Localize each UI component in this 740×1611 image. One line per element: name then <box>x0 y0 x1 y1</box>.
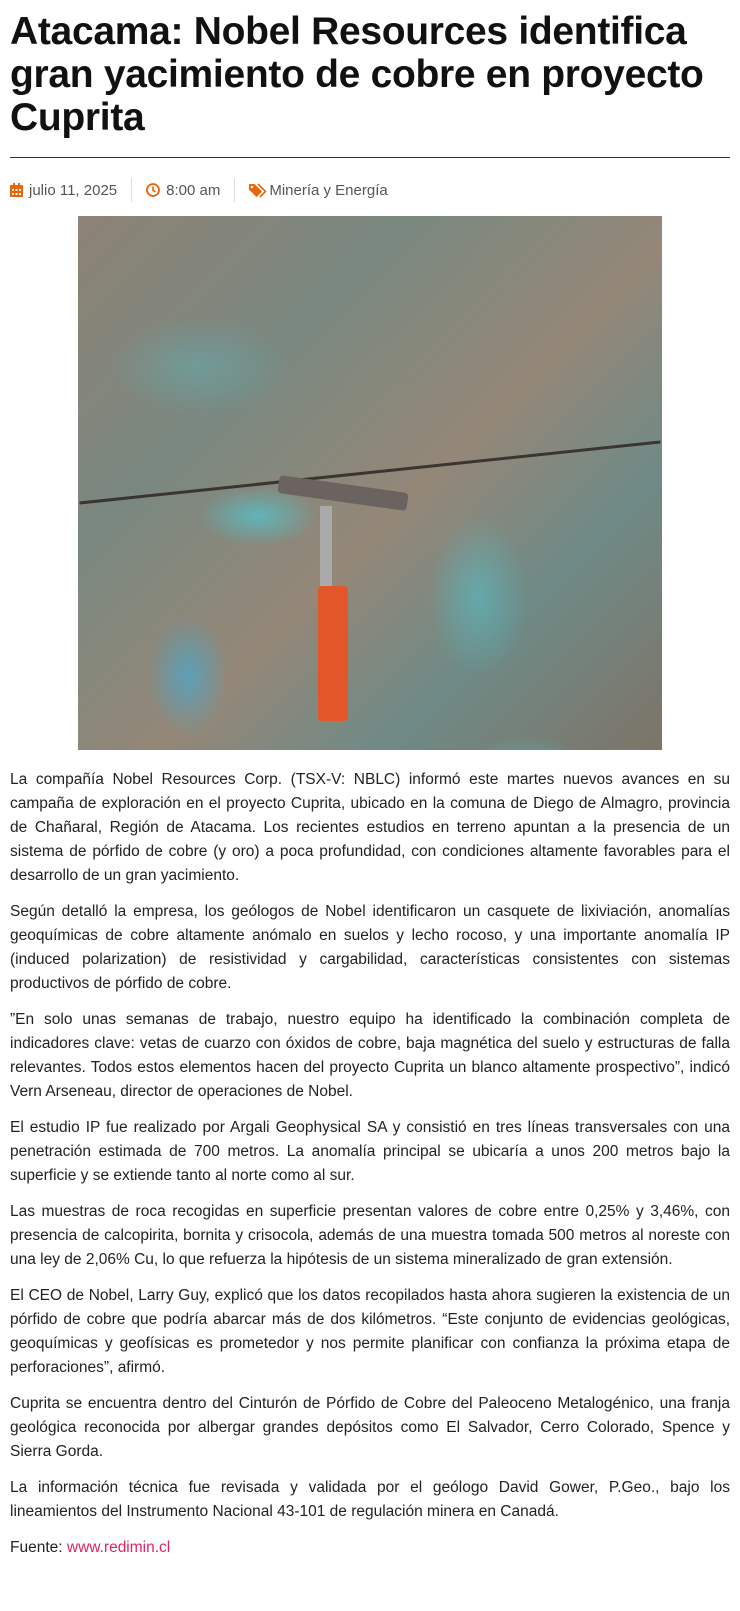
source-label: Fuente: <box>10 1539 67 1556</box>
meta-category[interactable] <box>249 182 401 199</box>
article-title: Atacama: Nobel Resources identifica gran yacimiento de cobre en proyecto Cuprita <box>10 10 704 139</box>
paragraph: La información técnica fue revisada y validada por el geólogo David Gower, P.Geo., bajo los lineamientos del Instrumento Nacional 43-101 de regulación minera en Canadá. <box>10 1479 730 1520</box>
source-line <box>10 1536 730 1560</box>
paragraph: Cuprita se encuentra dentro del Cinturón de Pórfido de Cobre del Paleoceno Metalogénico, una franja geológica reconocida por albergar grandes depósitos como El Salvador, Cerro Colorado, Spence y Sierra Gorda. <box>10 1395 730 1460</box>
article-image-rock-with-copper-and-hammer <box>78 216 662 750</box>
meta-separator <box>234 178 235 202</box>
hammer-head <box>277 475 408 511</box>
category-link[interactable]: Minería y Energía <box>269 181 388 199</box>
meta-separator <box>131 178 132 202</box>
source-link[interactable]: www.redimin.cl <box>66 1539 171 1556</box>
clock-icon <box>146 183 160 197</box>
paragraph: El CEO de Nobel, Larry Guy, explicó que los datos recopilados hasta ahora sugieren la existencia de un pórfido de cobre que podría abarcar más de dos kilómetros. “Este conjunto de evidencias geológicas, geoquímicas y geofísicas es prometedor y nos permite planificar con confianza la próxima etapa de perforaciones”, afirmó. <box>10 1287 730 1376</box>
paragraph: El estudio IP fue realizado por Argali Geophysical SA y consistió en tres líneas transversales con una penetración estimada de 700 metros. La anomalía principal se ubicaría a unos 200 metros bajo la superficie y se extiende tanto al norte como al sur. <box>10 1119 730 1184</box>
paragraph: Las muestras de roca recogidas en superficie presentan valores de cobre entre 0,25% y 3,46%, con presencia de calcopirita, bornita y crisocola, además de una muestra tomada 500 metros al noreste con una ley de 2,06% Cu, lo que refuerza la hipótesis de un sistema mineralizado de gran extensión. <box>10 1203 730 1268</box>
date-text: julio 11, 2025 <box>29 181 118 199</box>
calendar-icon <box>10 183 23 197</box>
article-meta <box>10 178 730 202</box>
hammer-grip <box>318 586 348 721</box>
hammer-shaft <box>320 506 332 596</box>
paragraph: La compañía Nobel Resources Corp. (TSX-V: NBLC) informó este martes nuevos avances en su campaña de exploración en el proyecto Cuprita, ubicado en la comuna de Diego de Almagro, provincia de Chañaral, Región de Atacama. Los recientes estudios en terreno apuntan a la presencia de un sistema de pórfido de cobre (y oro) a poca profundidad, con condiciones altamente favorables para el desarrollo de un gran yacimiento. <box>10 771 730 884</box>
title-divider <box>10 157 730 158</box>
tags-icon <box>249 183 267 198</box>
meta-time <box>146 182 234 199</box>
article-body <box>10 768 730 1560</box>
meta-date <box>10 182 131 199</box>
paragraph: Según detalló la empresa, los geólogos de Nobel identificaron un casquete de lixiviación, anomalías geoquímicas de cobre altamente anómalo en suelos y lecho rocoso, y una importante anomalía IP (induced polarization) de resistividad y cargabilidad, características consistentes con sistemas productivos de pórfido de cobre. <box>10 903 730 992</box>
time-text: 8:00 am <box>166 181 221 199</box>
paragraph: ”En solo unas semanas de trabajo, nuestro equipo ha identificado la combinación completa de indicadores clave: vetas de cuarzo con óxidos de cobre, baja magnética del suelo y estructuras de falla relevantes. Todos estos elementos hacen del proyecto Cuprita un blanco altamente prospectivo”, indicó Vern Arseneau, director de operaciones de Nobel. <box>10 1011 730 1100</box>
